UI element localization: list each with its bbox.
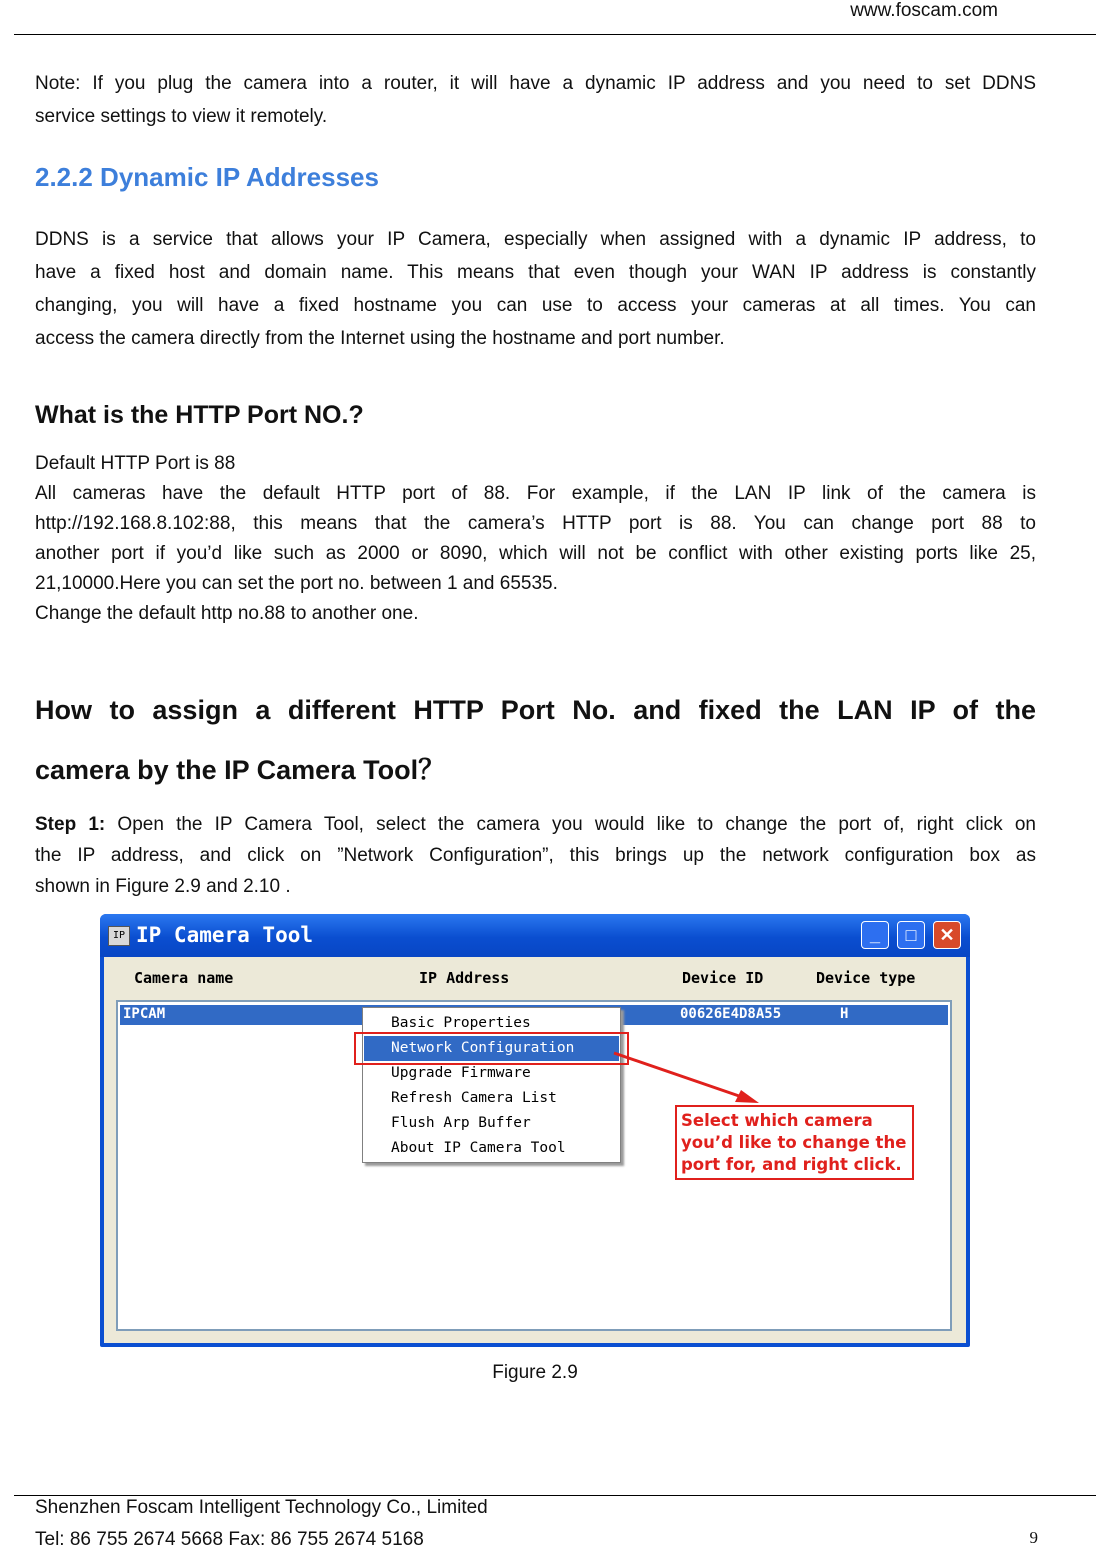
step1-line: shown in Figure 2.9 and 2.10 .	[35, 876, 291, 897]
step1-line: the IP address, and click on ”Network Configuration”, this brings up the network configuration box as	[35, 845, 1036, 866]
device-type-cell: H	[840, 1006, 849, 1022]
http-port-line: http://192.168.8.102:88, this means that the camera’s HTTP port is 88. You can change port 88 to	[35, 513, 1036, 534]
http-port-paragraph	[35, 449, 1036, 629]
footer-company: Shenzhen Foscam Intelligent Technology Co., Limited	[35, 1497, 488, 1518]
callout-line: port for, and right click.	[681, 1155, 902, 1174]
note-line: Note: If you plug the camera into a router, it will have a dynamic IP address and you need to set DDNS	[35, 73, 1036, 94]
ddns-paragraph	[35, 223, 1036, 355]
assign-heading-line: How to assign a different HTTP Port No. and fixed the LAN IP of the	[35, 695, 1036, 725]
http-port-line: All cameras have the default HTTP port of 88. For example, if the LAN IP link of the camera is	[35, 483, 1036, 504]
callout-line: you’d like to change the	[681, 1133, 907, 1152]
window-titlebar[interactable]	[100, 914, 970, 957]
window-client-area	[104, 957, 966, 1343]
header-url: www.foscam.com	[850, 0, 998, 21]
note-line: service settings to view it remotely.	[35, 106, 328, 127]
step1-paragraph	[35, 809, 1036, 902]
menu-item-refresh-camera-list[interactable]: Refresh Camera List	[391, 1090, 557, 1106]
footer-contact: Tel: 86 755 2674 5668 Fax: 86 755 2674 5168	[35, 1529, 424, 1550]
highlight-box	[354, 1032, 629, 1065]
figure-caption: Figure 2.9	[492, 1362, 578, 1383]
ddns-line: access the camera directly from the Internet using the hostname and port number.	[35, 328, 725, 349]
note-paragraph	[35, 67, 1036, 133]
maximize-button[interactable]: □	[897, 921, 925, 949]
menu-item-flush-arp-buffer[interactable]: Flush Arp Buffer	[391, 1115, 531, 1131]
callout-line: Select which camera	[681, 1111, 873, 1130]
http-port-line: another port if you’d like such as 2000 or 8090, which will not be conflict with other existing ports like 25,	[35, 543, 1036, 564]
http-port-line: Default HTTP Port is 88	[35, 453, 236, 474]
column-header-device-id[interactable]: Device ID	[682, 969, 764, 987]
ddns-line: have a fixed host and domain name. This means that even though your WAN IP address is constantly	[35, 262, 1036, 283]
context-menu	[362, 1007, 621, 1163]
menu-item-about[interactable]: About IP Camera Tool	[391, 1140, 566, 1156]
column-header-ip-address[interactable]: IP Address	[419, 969, 510, 987]
ddns-line: changing, you will have a fixed hostname you can use to access your cameras at all times. You can	[35, 295, 1036, 316]
http-port-line: Change the default http no.88 to another one.	[35, 603, 419, 624]
device-id-cell: 00626E4D8A55	[680, 1006, 782, 1022]
http-port-heading: What is the HTTP Port NO.?	[35, 401, 364, 429]
footer-rule	[14, 1495, 1096, 1496]
assign-heading	[35, 680, 1036, 800]
page-number: 9	[1029, 1528, 1038, 1547]
close-button[interactable]: ✕	[933, 921, 961, 949]
http-port-line: 21,10000.Here you can set the port no. between 1 and 65535.	[35, 573, 558, 594]
menu-item-network-configuration[interactable]: Network Configuration	[364, 1036, 619, 1061]
column-header-device-type[interactable]: Device type	[816, 969, 916, 987]
menu-item-upgrade-firmware[interactable]: Upgrade Firmware	[391, 1065, 531, 1081]
step1-label: Step 1:	[35, 814, 106, 835]
app-icon: IP	[108, 926, 130, 946]
ddns-line: DDNS is a service that allows your IP Camera, especially when assigned with a dynamic IP address, to	[35, 229, 1036, 250]
section-heading: 2.2.2 Dynamic IP Addresses	[35, 162, 379, 192]
column-header-camera-name[interactable]: Camera name	[134, 969, 234, 987]
callout-note	[675, 1105, 914, 1180]
ip-camera-tool-window	[100, 914, 970, 1347]
step1-line	[35, 809, 1036, 840]
minimize-button[interactable]: _	[861, 921, 889, 949]
header-rule	[14, 34, 1096, 35]
assign-heading-line: camera by the IP Camera Tool？	[35, 755, 446, 785]
window-title: IP Camera Tool	[136, 923, 314, 947]
step1-text: Open the IP Camera Tool, select the camera you would like to change the port of, right click on	[105, 814, 1036, 835]
menu-item-basic-properties[interactable]: Basic Properties	[391, 1015, 531, 1031]
camera-name-cell: IPCAM	[123, 1006, 166, 1022]
